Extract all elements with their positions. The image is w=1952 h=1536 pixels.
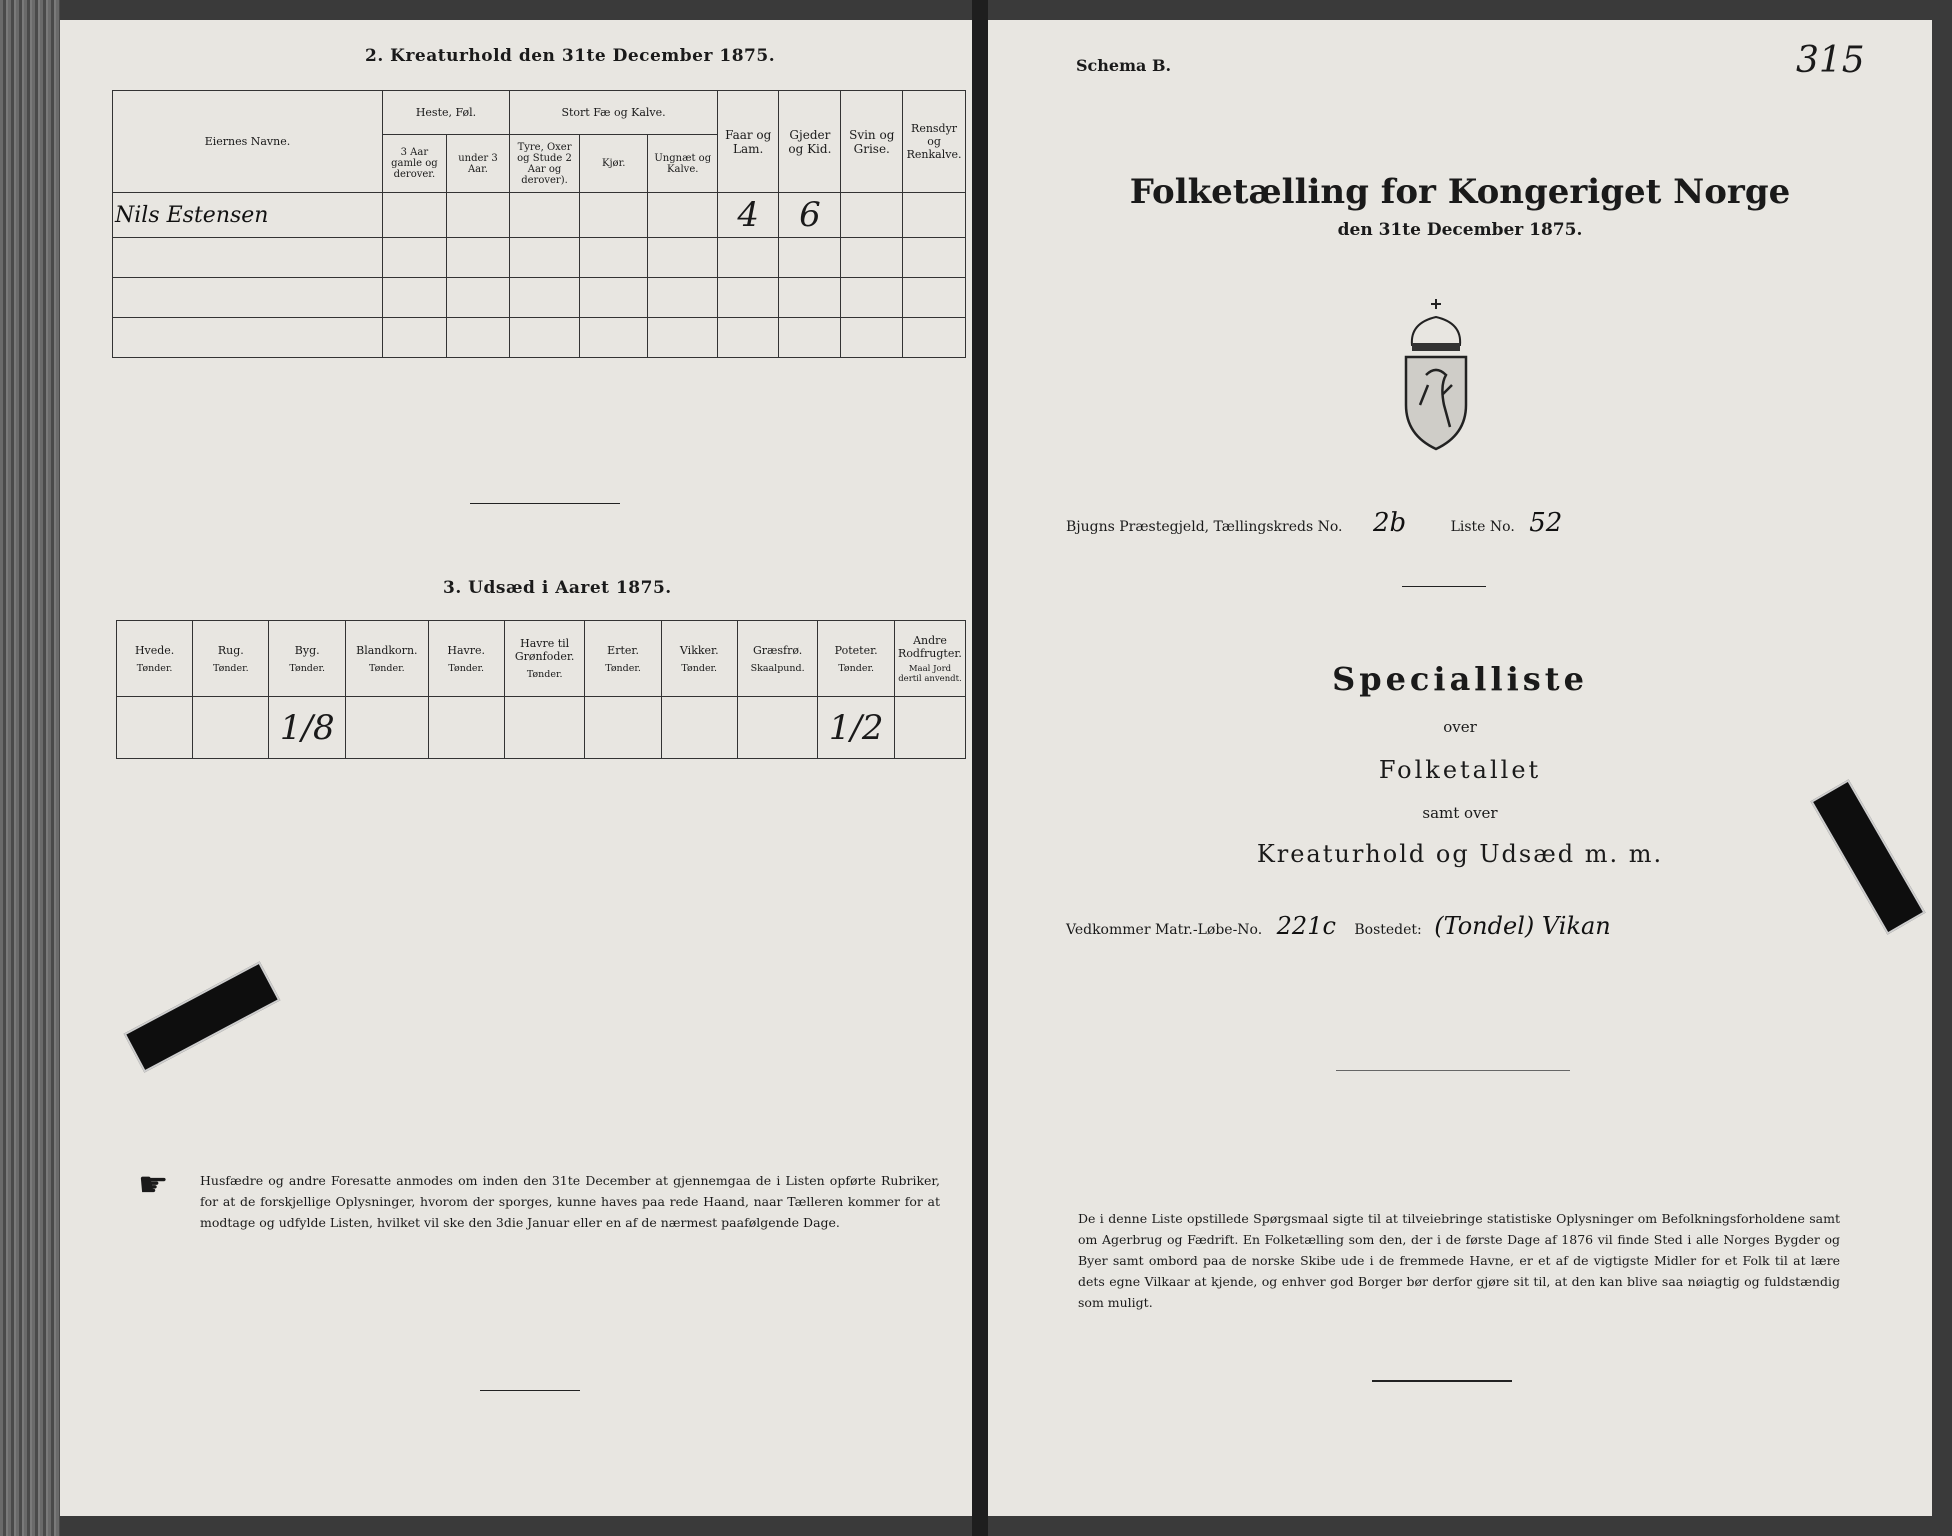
col-hvede: Hvede.: [134, 643, 175, 657]
bottom-explanation: De i denne Liste opstillede Spørgsmaal sigte til at tilveiebringe statistiske Oplysninger om Befolkningsforholdene samt om Agerbrug og Fædrift. En Folketælling som den, der i de første Dage af 1876 vil finde Sted i alle Norges Bygder og Byer samt ombord paa de norske Skibe ude i de fremmede Havne, er et af de vigtigste Midler for et Folk til at lære dets egne Vilkaar at kjende, og enhver god Borger bør derfor gjøre sit til, at den kan blive saa nøiagtig og fuldstændig som muligt.: [1078, 1211, 1840, 1310]
owner-col-header: Eiernes Navne.: [113, 91, 383, 193]
folketallet-text: Folketallet: [1378, 756, 1542, 784]
kreaturhold-text: Kreaturhold og Udsæd m. m.: [1256, 840, 1664, 868]
col-poteter: Poteter.: [834, 643, 878, 657]
table-row: [113, 318, 966, 358]
liste-number: 52: [1529, 508, 1563, 538]
stort-col-3: Ungnæt og Kalve.: [648, 135, 718, 193]
divider: [1372, 1380, 1512, 1382]
unit-label: Tønder.: [368, 662, 405, 674]
samt-over-text: samt over: [1422, 804, 1498, 822]
liste-label: Liste No.: [1450, 519, 1515, 535]
gjeder-count: 6: [799, 195, 821, 235]
rensdyr-header: Rensdyr og Renkalve.: [903, 91, 966, 193]
col-blandkorn: Blandkorn.: [356, 643, 418, 657]
book-edge: [0, 0, 60, 1536]
divider: [1402, 586, 1486, 587]
unit-label: Tønder.: [838, 662, 874, 674]
divider: [1336, 1070, 1570, 1071]
coat-of-arms-icon: [1398, 295, 1474, 455]
main-title: Folketælling for Kongeriget Norge: [1129, 172, 1791, 212]
col-graesfro: Græsfrø.: [752, 643, 803, 657]
col-havre-gronfoder: Havre til Grønfoder.: [514, 637, 575, 663]
stort-group-header: Stort Fæ og Kalve.: [510, 91, 718, 135]
unit-label: Tønder.: [526, 669, 563, 680]
section2-title: 2. Kreaturhold den 31te December 1875.: [365, 46, 776, 66]
table-row: [117, 697, 966, 759]
unit-label: Tønder.: [605, 662, 641, 674]
unit-label: Tønder.: [136, 662, 173, 674]
unit-label: Tønder.: [289, 662, 326, 674]
col-vikker: Vikker.: [679, 643, 719, 657]
poteter-value: 1/2: [828, 707, 884, 748]
divider: [480, 1390, 580, 1391]
schema-label: Schema B.: [1076, 56, 1172, 75]
heste-col-2: under 3 Aar.: [446, 135, 509, 193]
divider: [470, 503, 620, 504]
instruction-note: Husfædre og andre Foresatte anmodes om inden den 31te December at gjennemgaa de i Listen opførte Rubriker, for at de forskjellige Oplysninger, hvorom der sporges, kunne haves paa rede Haand, naar Tælleren kommer for at modtage og udfylde Listen, hvilket vil ske den 3die Januar eller en af de nærmest paafølgende Dage.: [200, 1173, 940, 1230]
udsaed-table: [116, 620, 966, 759]
faar-header: Faar og Lam.: [718, 91, 779, 193]
col-byg: Byg.: [294, 643, 320, 657]
heste-group-header: Heste, Føl.: [382, 91, 509, 135]
section3-title: 3. Udsæd i Aaret 1875.: [443, 578, 672, 598]
faar-count: 4: [737, 195, 760, 235]
pointing-hand-icon: ☛: [138, 1165, 169, 1205]
specialliste-title: Specialliste: [1332, 660, 1588, 698]
col-andre-rodfrugter: Andre Rodfrugter.: [898, 633, 962, 660]
kreaturhold-table: [112, 90, 966, 358]
matr-number: 221c: [1276, 912, 1336, 940]
owner-name: Nils Estensen: [115, 202, 269, 228]
gjeder-header: Gjeder og Kid.: [779, 91, 841, 193]
unit-label: Tønder.: [448, 662, 485, 674]
left-page: [60, 20, 972, 1516]
stort-col-1: Tyre, Oxer og Stude 2 Aar og derover).: [510, 135, 580, 193]
stort-col-2: Kjør.: [579, 135, 648, 193]
unit-label: Maal Jord dertil anvendt.: [898, 663, 962, 684]
over-text: over: [1443, 718, 1477, 736]
right-page: [988, 20, 1932, 1516]
col-havre: Havre.: [447, 643, 486, 657]
bosted-value: (Tondel) Vikan: [1434, 912, 1611, 940]
table-row: [113, 278, 966, 318]
table-row: [113, 238, 966, 278]
matr-label: Vedkommer Matr.-Løbe-No.: [1066, 922, 1263, 938]
unit-label: Tønder.: [681, 662, 718, 674]
col-erter: Erter.: [607, 643, 639, 657]
bosted-label: Bostedet:: [1354, 922, 1422, 938]
page-gutter: [972, 0, 988, 1536]
praestegjeld-label: Bjugns Præstegjeld, Tællingskreds No.: [1066, 519, 1343, 535]
heste-col-1: 3 Aar gamle og derover.: [382, 135, 446, 193]
unit-label: Skaalpund.: [750, 662, 805, 674]
title-date: den 31te December 1875.: [1337, 220, 1583, 240]
kreds-number: 2b: [1372, 508, 1407, 538]
bookmark-tab: [124, 961, 281, 1072]
page-number: 315: [1796, 40, 1865, 81]
col-rug: Rug.: [217, 643, 244, 657]
unit-label: Tønder.: [213, 662, 249, 674]
byg-value: 1/8: [279, 707, 335, 748]
table-row: [113, 193, 966, 238]
svin-header: Svin og Grise.: [841, 91, 903, 193]
